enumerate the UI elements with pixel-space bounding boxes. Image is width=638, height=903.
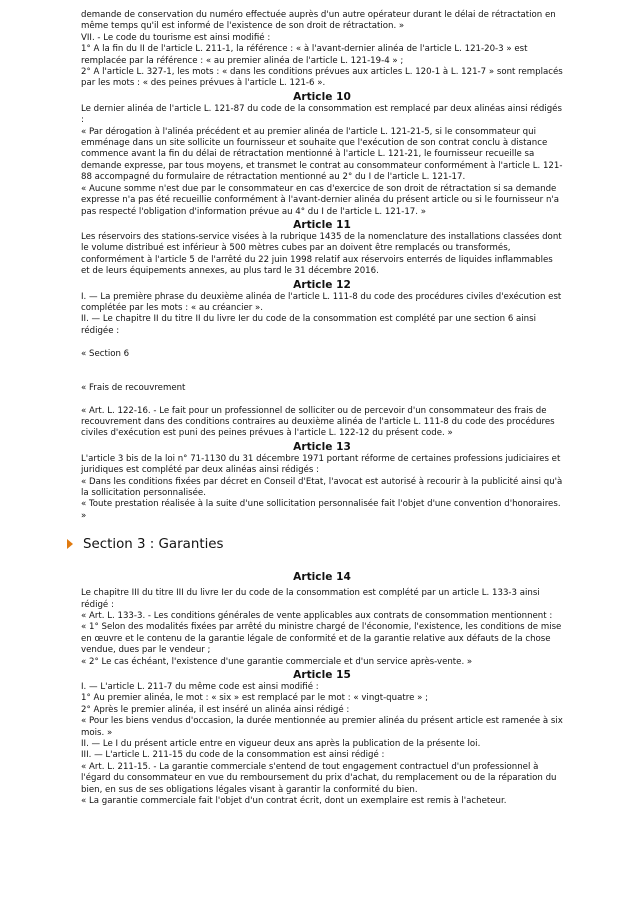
blank-line <box>81 371 563 382</box>
blank-line <box>81 360 563 371</box>
paragraph: « Toute prestation réalisée à la suite d'une sollicitation personnalisée fait l'objet d'une convention d'honoraires. » <box>81 499 561 521</box>
section-title: Section 3 : Garanties <box>83 536 224 552</box>
paragraph: « Pour les biens vendus d'occasion, la durée mentionnée au premier alinéa du présent article est ramenée à six mois. » <box>81 716 563 738</box>
paragraph: VII. - Le code du tourisme est ainsi modifié : <box>81 32 271 43</box>
document-page <box>81 10 563 808</box>
paragraph: 2° A l'article L. 327-1, les mots : « dans les conditions prévues aux articles L. 120-1 à L. 121-7 » sont remplacés par les mots : « des peines prévues à l'article L. 121-6 ». <box>81 67 563 89</box>
paragraph: « 1° Selon des modalités fixées par arrêté du ministre chargé de l'économie, l'existence, les conditions de mise en œuvre et le contenu de la garantie légale de conformité et de la garantie relative aux défauts de la chose vendue, dues par le vendeur ; <box>81 622 562 656</box>
blank-line <box>81 337 563 348</box>
paragraph: « Aucune somme n'est due par le consommateur en cas d'exercice de son droit de rétractation si sa demande expresse n'a pas été recueillie conformément à l'avant-dernier alinéa du présent article ou si le fournisseur n'a pas respecté l'obligation d'information prévue au 4° du I de l'article L. 121-17. » <box>81 183 560 217</box>
paragraph: « Art. L. 122-16. - Le fait pour un professionnel de solliciter ou de percevoir d'un consommateur des frais de recouvrement dans des conditions contraires au deuxième alinéa de l'article L. 111-8 du code des procédures civiles d'exécution est puni des peines prévues à l'article L. 122-12 du présent code. » <box>81 405 555 439</box>
blank-line <box>81 394 563 405</box>
paragraph: L'article 3 bis de la loi n° 71-1130 du 31 décembre 1971 portant réforme de certaines professions judiciaires et juridiques est complété par deux alinéas ainsi rédigés : <box>81 453 561 476</box>
paragraph: Les réservoirs des stations-service visées à la rubrique 1435 de la nomenclature des installations classées dont le volume distribué est inférieur à 500 mètres cubes par an doivent être remplacés ou transformés, conformément à l'article 5 de l'arrêté du 22 juin 1998 relatif aux réservoirs enterrés de liquides inflammables et de leurs équipements annexes, au plus tard le 31 décembre 2016. <box>81 231 562 277</box>
triangle-right-icon[interactable] <box>67 539 73 549</box>
paragraph: Le dernier alinéa de l'article L. 121-87 du code de la consommation est remplacé par deux alinéas ainsi rédigés : <box>81 103 562 126</box>
paragraph: « Dans les conditions fixées par décret en Conseil d'Etat, l'avocat est autorisé à recourir à la publicité ainsi qu'à la sollicitation personnalisée. <box>81 476 563 498</box>
paragraph: « Par dérogation à l'alinéa précédent et au premier alinéa de l'article L. 121-21-5, si le consommateur qui emménage dans un site sollicite un fournisseur et souhaite que l'exécution de son contrat conclu à distance commence avant la fin du délai de rétractation mentionné à l'article L. 121-21, le fournisseur recueille sa demande expresse, par tous moyens, et transmet le contrat au consommateur conformément à l'article L. 121-88 accompagné du formulaire de rétractation mentionné au 2° du I de l'article L. 121-17. <box>81 126 563 183</box>
article-heading: Article 10 <box>293 90 351 103</box>
paragraph: 2° Après le premier alinéa, il est inséré un alinéa ainsi rédigé : <box>81 704 350 715</box>
paragraph: « 2° Le cas échéant, l'existence d'une garantie commerciale et d'un service après-vente. » <box>81 656 473 667</box>
paragraph: II. — Le I du présent article entre en vigueur deux ans après la publication de la présente loi. <box>81 739 481 750</box>
article-heading: Article 12 <box>293 278 351 291</box>
paragraph: II. — Le chapitre II du titre II du livre Ier du code de la consommation est complété par une section 6 ainsi rédigée : <box>81 314 536 336</box>
section-heading[interactable] <box>65 534 563 554</box>
paragraph: I. — L'article L. 211-7 du même code est ainsi modifié : <box>81 682 319 693</box>
paragraph: « Section 6 <box>81 348 130 359</box>
paragraph: « Art. L. 133-3. - Les conditions générales de vente applicables aux contrats de consommation mentionnent : <box>81 611 553 621</box>
article-heading: Article 15 <box>293 669 351 682</box>
paragraph: 1° A la fin du II de l'article L. 211-1, la référence : « à l'avant-dernier alinéa de l'article L. 121-20-3 » est remplacée par la référence : « au premier alinéa de l'article L. 121-19-4 » ; <box>81 44 528 66</box>
paragraph: III. — L'article L. 211-15 du code de la consommation est ainsi rédigé : <box>81 750 385 761</box>
paragraph: « La garantie commerciale fait l'objet d'un contrat écrit, dont un exemplaire est remis à l'acheteur. <box>81 796 507 807</box>
article-heading: Article 13 <box>293 440 351 453</box>
article-heading: Article 11 <box>293 218 351 231</box>
paragraph: I. — La première phrase du deuxième alinéa de l'article L. 111-8 du code des procédures civiles d'exécution est complétée par les mots : « au créancier ». <box>81 291 562 313</box>
paragraph: demande de conservation du numéro effectuée auprès d'un autre opérateur durant le délai de rétractation en même temps qu'il est informé de l'existence de son droit de rétractation. » <box>81 10 556 32</box>
paragraph: « Frais de recouvrement <box>81 382 186 393</box>
paragraph: 1° Au premier alinéa, le mot : « six » est remplacé par le mot : « vingt-quatre » ; <box>81 693 428 704</box>
paragraph: « Art. L. 211-15. - La garantie commerciale s'entend de tout engagement contractuel d'un professionnel à l'égard du consommateur en vue du remboursement du prix d'achat, du remplacement ou de la réparation du bien, en sus de ses obligations légales visant à garantir la conformité du bien. <box>81 761 557 795</box>
article-heading: Article 14 <box>293 571 351 584</box>
paragraph: Le chapitre III du titre III du livre Ier du code de la consommation est complété par un article L. 133-3 ainsi rédigé : <box>81 588 540 610</box>
